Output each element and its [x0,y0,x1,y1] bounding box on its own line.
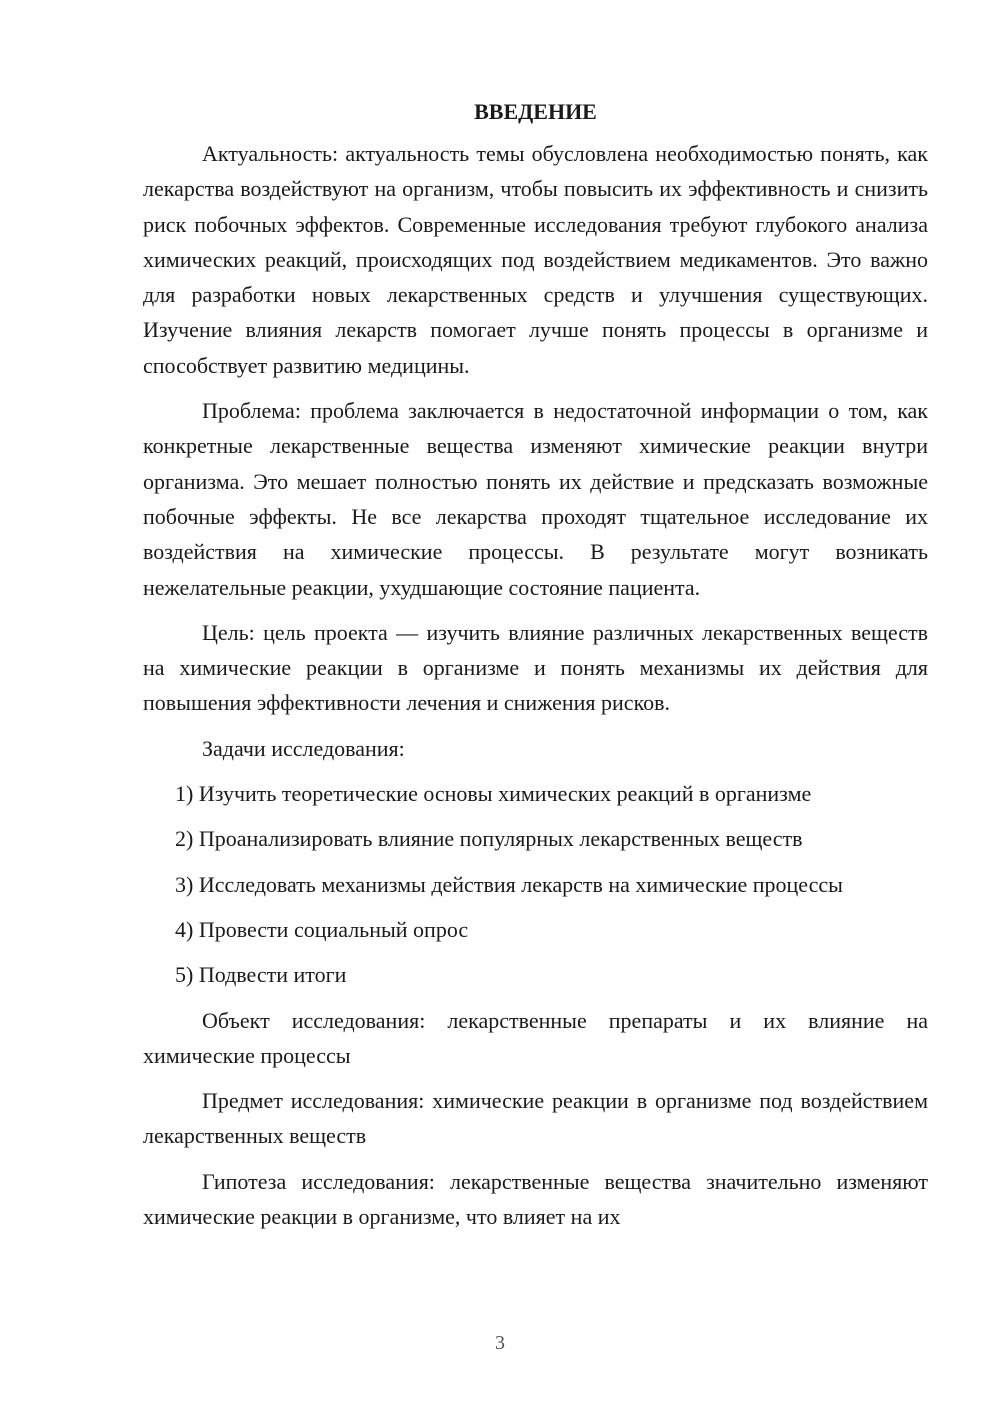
paragraph-subject: Предмет исследования: химические реакции в организме под воздействием лекарственных веществ [143,1088,928,1149]
task-item-4: 4) Провести социальный опрос [175,916,469,942]
page-number: 3 [495,1332,505,1354]
task-item-1: 1) Изучить теоретические основы химических реакций в организме [175,781,812,807]
task-item-2: 2) Проанализировать влияние популярных лекарственных веществ [175,826,803,852]
task-item-5: 5) Подвести итоги [175,962,347,988]
paragraph-problem: Проблема: проблема заключается в недостаточной информации о том, как конкретные лекарственные вещества изменяют химические реакции внутри организма. Это мешает полностью понять их действие и предсказать возможные побочные эффекты. Не все лекарства проходят тщательное исследование их воздействия на химические процессы. В результате могут возникать нежелательные реакции, ухудшающие состояние пациента. [143,398,928,600]
paragraph-object: Объект исследования: лекарственные препараты и их влияние на химические процессы [143,1007,928,1068]
tasks-heading: Задачи исследования: [202,735,405,761]
page-content [143,96,928,1244]
paragraph-goal: Цель: цель проекта — изучить влияние различных лекарственных веществ на химические реакции в организме и понять механизмы их действия для повышения эффективности лечения и снижения рисков. [143,619,928,716]
paragraph-relevance: Актуальность: актуальность темы обусловлена необходимостью понять, как лекарства воздействуют на организм, чтобы повысить их эффективность и снизить риск побочных эффектов. Современные исследования требуют глубокого анализа химических реакций, происходящих под воздействием медикаментов. Это важно для разработки новых лекарственных средств и улучшения существующих. Изучение влияния лекарств помогает лучше понять процессы в организме и способствует развитию медицины. [143,141,928,378]
paragraph-hypothesis: Гипотеза исследования: лекарственные вещества значительно изменяют химические реакции в организме, что влияет на их [143,1168,928,1230]
task-item-3: 3) Исследовать механизмы действия лекарств на химические процессы [175,871,843,897]
page-title: ВВЕДЕНИЕ [474,99,597,124]
